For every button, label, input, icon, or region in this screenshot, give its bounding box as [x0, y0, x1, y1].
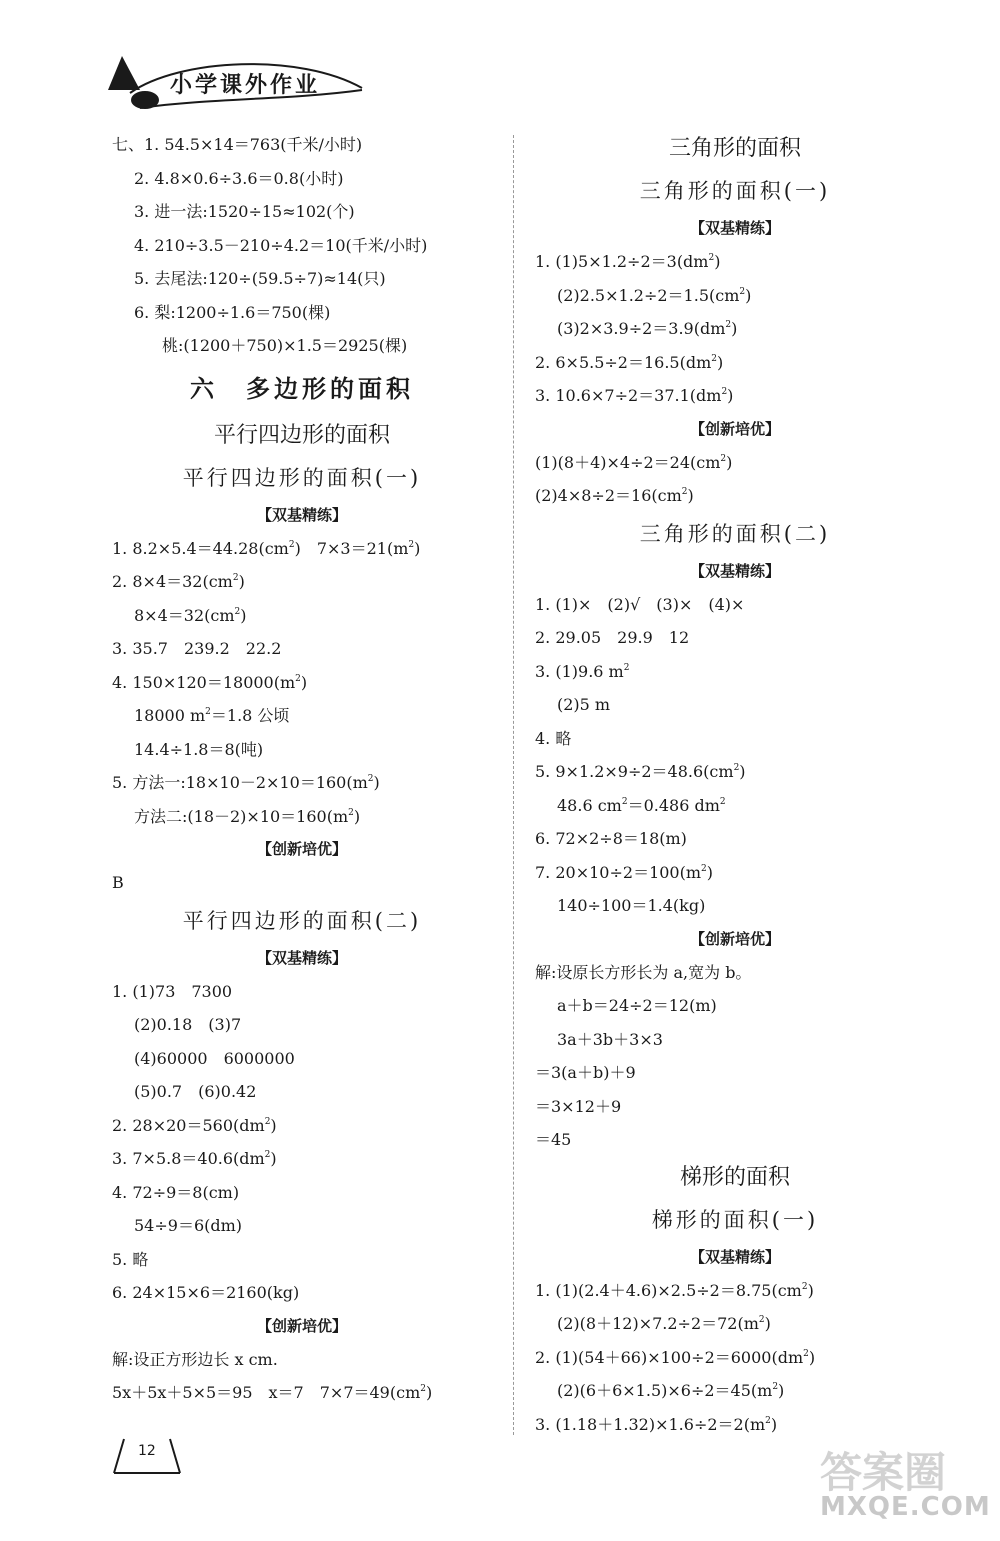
exercise-tag: 【创新培优】 [689, 419, 780, 438]
answer-line: $(2)2.5\times 1.2\div 2=1.5(cm^2)$ [557, 285, 752, 305]
answer-line: 1. $(1)5\times 1.2\div 2=3(dm^2)$ [535, 252, 721, 271]
header-title: 小学课外作业 [170, 73, 321, 98]
section-title: 梯形的面积 [679, 1164, 790, 1190]
subsection-title: 平行四边形的面积(一) [182, 465, 422, 490]
subsection-title: 梯形的面积(一) [651, 1207, 819, 1232]
page-footer [112, 1435, 182, 1475]
answer-line: 2. $(1)(54+66)\times 100\div 2=6000(dm^2)$ [535, 1347, 816, 1367]
answer-line: 4. 210÷3.5－210÷4.2＝10(千米/小时) [134, 235, 428, 255]
watermark-logo: 答案圈 [820, 1448, 947, 1497]
exercise-tag: 【双基精练】 [689, 561, 780, 580]
exercise-tag: 【双基精练】 [689, 1247, 780, 1266]
answer-line: $(3)2\times 3.9\div 2=3.9(dm^2)$ [557, 319, 738, 338]
left-column [112, 128, 492, 1410]
answer-line: (2)0.18 (3)7 [134, 1015, 242, 1034]
answer-line: 5x＋5x＋5×5＝95 x＝7 $7\times 7=49(cm^2)$ [112, 1383, 433, 1402]
answer-line: 3. $(1.18+1.32)\times 1.6\div 2=2(m^2)$ [535, 1414, 778, 1434]
answer-line: 48.6 $cm^2=0.486$ $dm^2$ [557, 795, 726, 815]
answer-line: ＝3(a＋b)＋9 [535, 1063, 636, 1082]
answer-line: (5)0.7 (6)0.42 [134, 1082, 257, 1101]
answer-line: 6. 72×2÷8＝18(m) [535, 829, 687, 848]
answer-line: 1. $(1)(2.4+4.6)\times 2.5\div 2=8.75(cm^2)$ [535, 1280, 814, 1300]
answer-line: 5. 略 [112, 1249, 149, 1269]
answer-line: 14.4÷1.8＝8(吨) [134, 739, 264, 759]
exercise-tag: 【创新培优】 [256, 840, 347, 858]
answer-line: (4)60000 6000000 [134, 1048, 295, 1068]
answer-line: 2. $28\times 20=560(dm^2)$ [112, 1115, 277, 1135]
section-title: 平行四边形的面积 [213, 422, 390, 448]
answer-line: 6. 梨:1200÷1.6＝750(棵) [134, 302, 331, 322]
section-title: 三角形的面积 [668, 136, 801, 161]
answer-line: ＝45 [535, 1130, 572, 1149]
exercise-tag: 【双基精练】 [256, 948, 347, 967]
exercise-tag: 【创新培优】 [256, 1316, 347, 1335]
answer-line: 140÷100＝1.4(kg) [557, 896, 706, 915]
answer-line: a＋b＝24÷2＝12(m) [557, 996, 717, 1015]
answer-line: 6. 24×15×6＝2160(kg) [112, 1283, 300, 1302]
page-number: 12 [138, 1443, 156, 1459]
exercise-tag: 【双基精练】 [256, 505, 347, 524]
answer-line: 4. 72÷9＝8(cm) [112, 1182, 240, 1202]
answer-line: 4. 略 [535, 728, 572, 748]
watermark-site: MXQE.COM [820, 1492, 991, 1522]
exercise-tag: 【双基精练】 [689, 219, 780, 237]
answer-line: 2. $8\times 4=32(cm^2)$ [112, 572, 245, 591]
answer-line: $(2)4\times 8\div 2=16(cm^2)$ [535, 486, 694, 505]
answer-line: B [112, 873, 124, 892]
answer-line: 5. 方法一$:18\times 10-2\times 10=160(m^2)$ [112, 773, 380, 792]
answer-line: $8\times 4=32(cm^2)$ [134, 605, 247, 625]
exercise-tag: 【创新培优】 [689, 929, 780, 948]
chapter-title: 六 多边形的面积 [190, 374, 414, 403]
answer-line: 2. $6\times 5.5\div 2=16.5(dm^2)$ [535, 352, 724, 372]
watermark [820, 1440, 990, 1535]
answer-line: 5. $9\times 1.2\times 9\div 2=48.6(cm^2)$ [535, 762, 746, 781]
answer-line: 2. 4.8×0.6÷3.6＝0.8(小时) [134, 168, 344, 188]
answer-line: 3a＋3b＋3×3 [557, 1029, 663, 1049]
answer-line: $(1)(8+4)\times 4\div 2=24(cm^2)$ [535, 452, 733, 472]
answer-line: 3. 35.7 239.2 22.2 [112, 639, 282, 658]
answer-line: 3. $10.6\times 7\div 2=37.1(dm^2)$ [535, 386, 734, 405]
answer-line: 4. $150\times 120=18000(m^2)$ [112, 672, 308, 692]
answer-line: 解:设原长方形长为 a,宽为 b。 [535, 962, 752, 982]
subsection-title: 三角形的面积(二) [639, 521, 831, 546]
answer-line: 七、1. 54.5×14＝763(千米/小时) [112, 135, 363, 154]
answer-line: 54÷9＝6(dm) [134, 1216, 243, 1235]
answer-line: 1. (1)73 7300 [112, 981, 233, 1001]
answer-line: 5. 去尾法:120÷(59.5÷7)≈14(只) [134, 269, 386, 288]
answer-line: 1. (1)× (2)√ (3)× (4)× [535, 594, 745, 614]
subsection-title: 三角形的面积(一) [639, 179, 831, 203]
answer-line: 2. 29.05 29.9 12 [535, 628, 690, 647]
answer-line: (2)5 m [557, 695, 611, 714]
column-divider [513, 135, 514, 1435]
answer-line: ＝3×12＋9 [535, 1096, 622, 1116]
answer-line: 桃:(1200＋750)×1.5＝2925(棵) [162, 336, 408, 355]
book-header [100, 48, 370, 118]
answer-line: $(2)(8+12)\times 7.2\div 2=72(m^2)$ [557, 1314, 771, 1333]
subsection-title: 平行四边形的面积(二) [182, 908, 422, 933]
answer-line: 18000 $m^2=1.8$ 公顷 [134, 706, 290, 725]
answer-line: 方法二$:(18-2)\times 10=160(m^2)$ [134, 806, 361, 826]
answer-line: $(2)(6+6\times 1.5)\times 6\div 2=45(m^2)$ [557, 1381, 785, 1400]
answer-line: 解:设正方形边长 x cm. [112, 1349, 278, 1369]
answer-line: 3. 进一法:1520÷15≈102(个) [134, 202, 355, 221]
right-column [535, 128, 935, 1441]
answer-line: 7. $20\times 10\div 2=100(m^2)$ [535, 862, 714, 882]
answer-line: 3. $7\times 5.8=40.6(dm^2)$ [112, 1149, 277, 1168]
answer-line: 1. $8.2\times 5.4=44.28(cm^2)$ $7\times 3=21(m^2)$ [112, 538, 421, 558]
answer-line: 3. (1)9.6 $m^2$ [535, 661, 630, 681]
